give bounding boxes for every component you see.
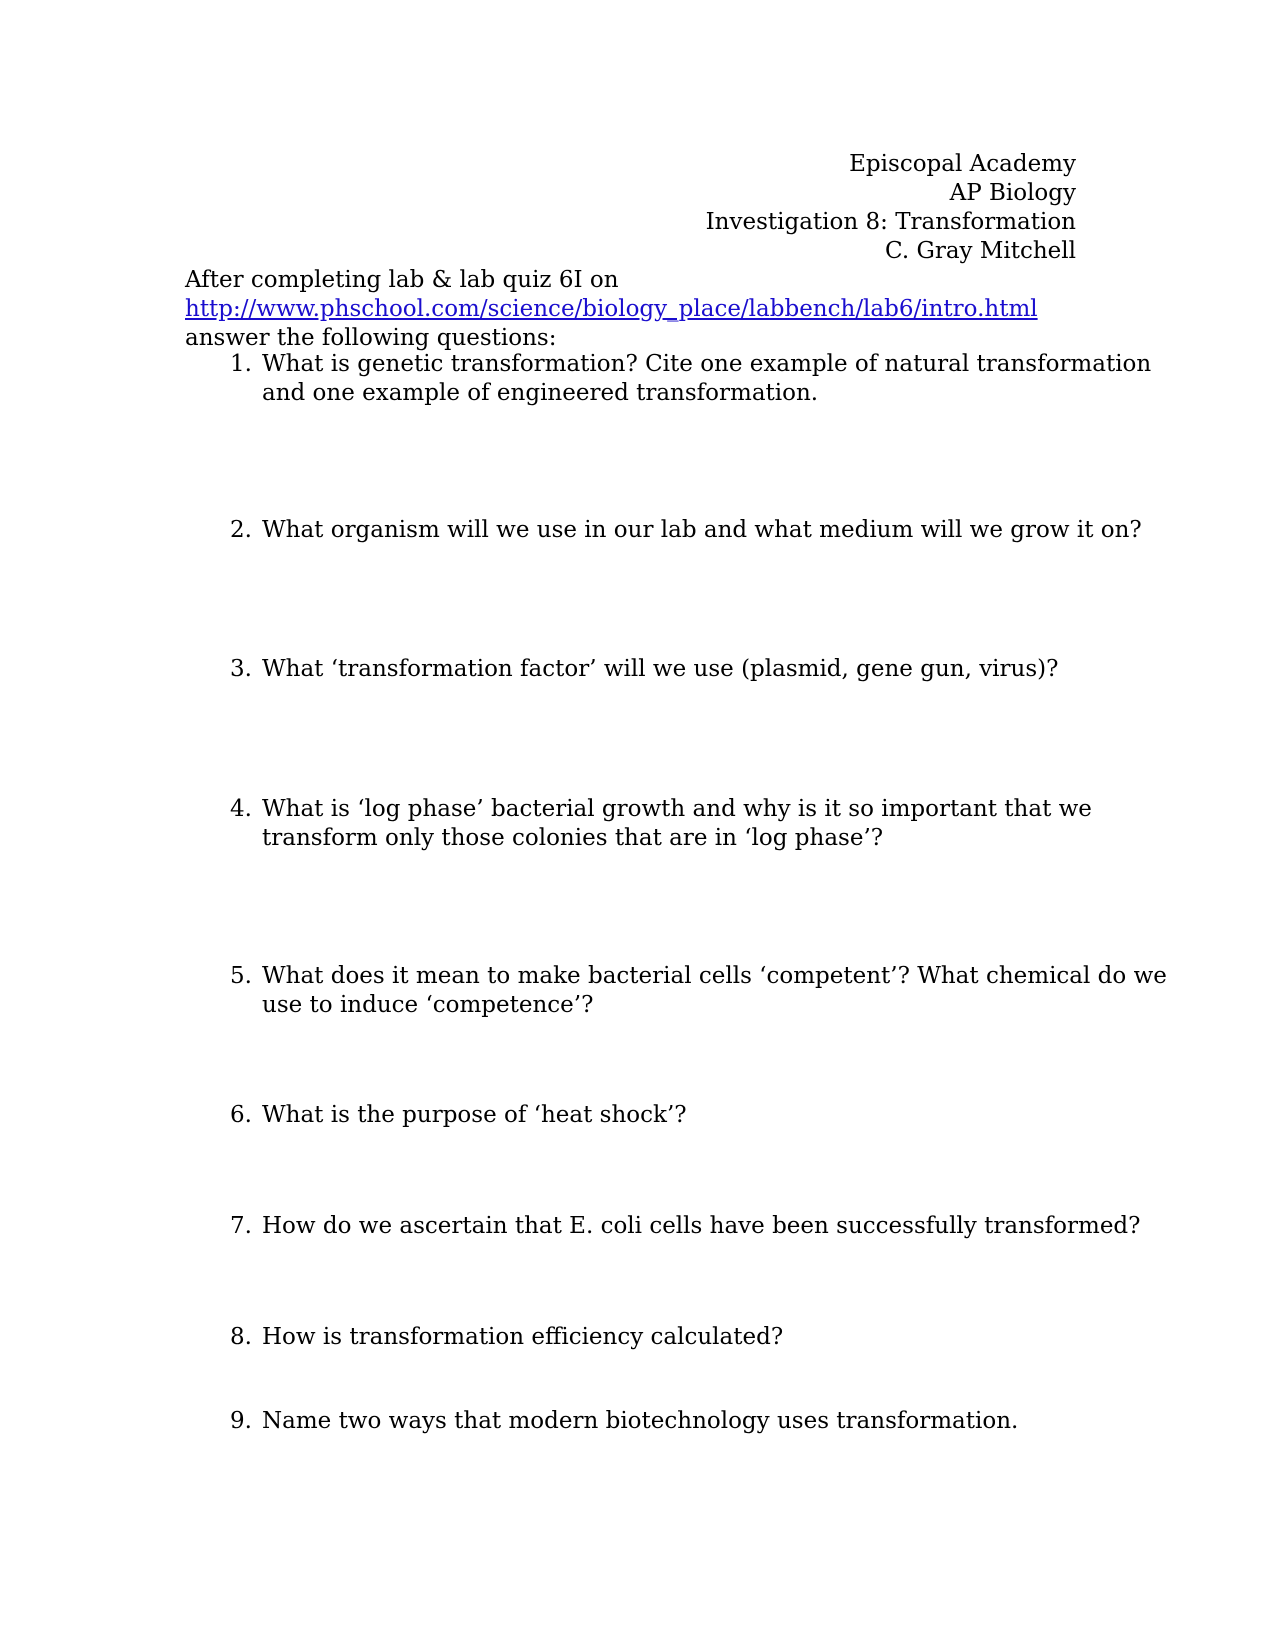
question-text-line: What is genetic transformation? Cite one example of natural transformation: [262, 351, 1152, 377]
intro-line-1: After completing lab & lab quiz 6I on: [185, 267, 619, 293]
question-number: 5.: [230, 963, 252, 989]
question-text-line: What is the purpose of ‘heat shock’?: [262, 1102, 687, 1128]
question-text-line: What ‘transformation factor’ will we use (plasmid, gene gun, virus)?: [262, 656, 1059, 682]
question-2: [222, 516, 1142, 545]
question-7: [222, 1212, 1141, 1241]
question-text-line: use to induce ‘competence’?: [262, 992, 594, 1018]
question-text-line: and one example of engineered transformation.: [262, 380, 819, 406]
question-number: 9.: [230, 1408, 252, 1434]
question-text-line: Name two ways that modern biotechnology uses transformation.: [262, 1408, 1019, 1434]
question-text-line: How do we ascertain that E. coli cells have been successfully transformed?: [262, 1213, 1141, 1239]
question-9: [222, 1407, 1082, 1436]
school-name: Episcopal Academy: [849, 151, 1076, 177]
question-number: 6.: [230, 1102, 252, 1128]
intro-line-3: answer the following questions:: [185, 325, 557, 351]
question-text-line: transform only those colonies that are in ‘log phase’?: [262, 825, 884, 851]
question-text-line: What organism will we use in our lab and what medium will we grow it on?: [262, 517, 1142, 543]
question-5: [222, 962, 1167, 1020]
question-number: 3.: [230, 656, 252, 682]
question-number: 4.: [230, 796, 252, 822]
question-3: [222, 655, 1082, 684]
question-4: [222, 795, 1092, 853]
question-6: [222, 1101, 1082, 1130]
question-number: 8.: [230, 1324, 252, 1350]
lab-link[interactable]: http://www.phschool.com/science/biology_place/labbench/lab6/intro.html: [185, 296, 1038, 322]
question-8: [222, 1323, 1082, 1352]
document-header: [706, 150, 1076, 266]
question-text-line: What does it mean to make bacterial cells ‘competent’? What chemical do we: [262, 963, 1167, 989]
question-text-line: How is transformation efficiency calculated?: [262, 1324, 784, 1350]
question-number: 7.: [230, 1213, 252, 1239]
intro-paragraph: [185, 266, 1038, 353]
question-number: 2.: [230, 517, 252, 543]
question-text-line: What is ‘log phase’ bacterial growth and why is it so important that we: [262, 796, 1092, 822]
author-name: C. Gray Mitchell: [885, 238, 1076, 264]
course-name: AP Biology: [949, 180, 1076, 206]
question-number: 1.: [230, 351, 252, 377]
question-1: [222, 350, 1152, 408]
investigation-title: Investigation 8: Transformation: [705, 209, 1076, 235]
